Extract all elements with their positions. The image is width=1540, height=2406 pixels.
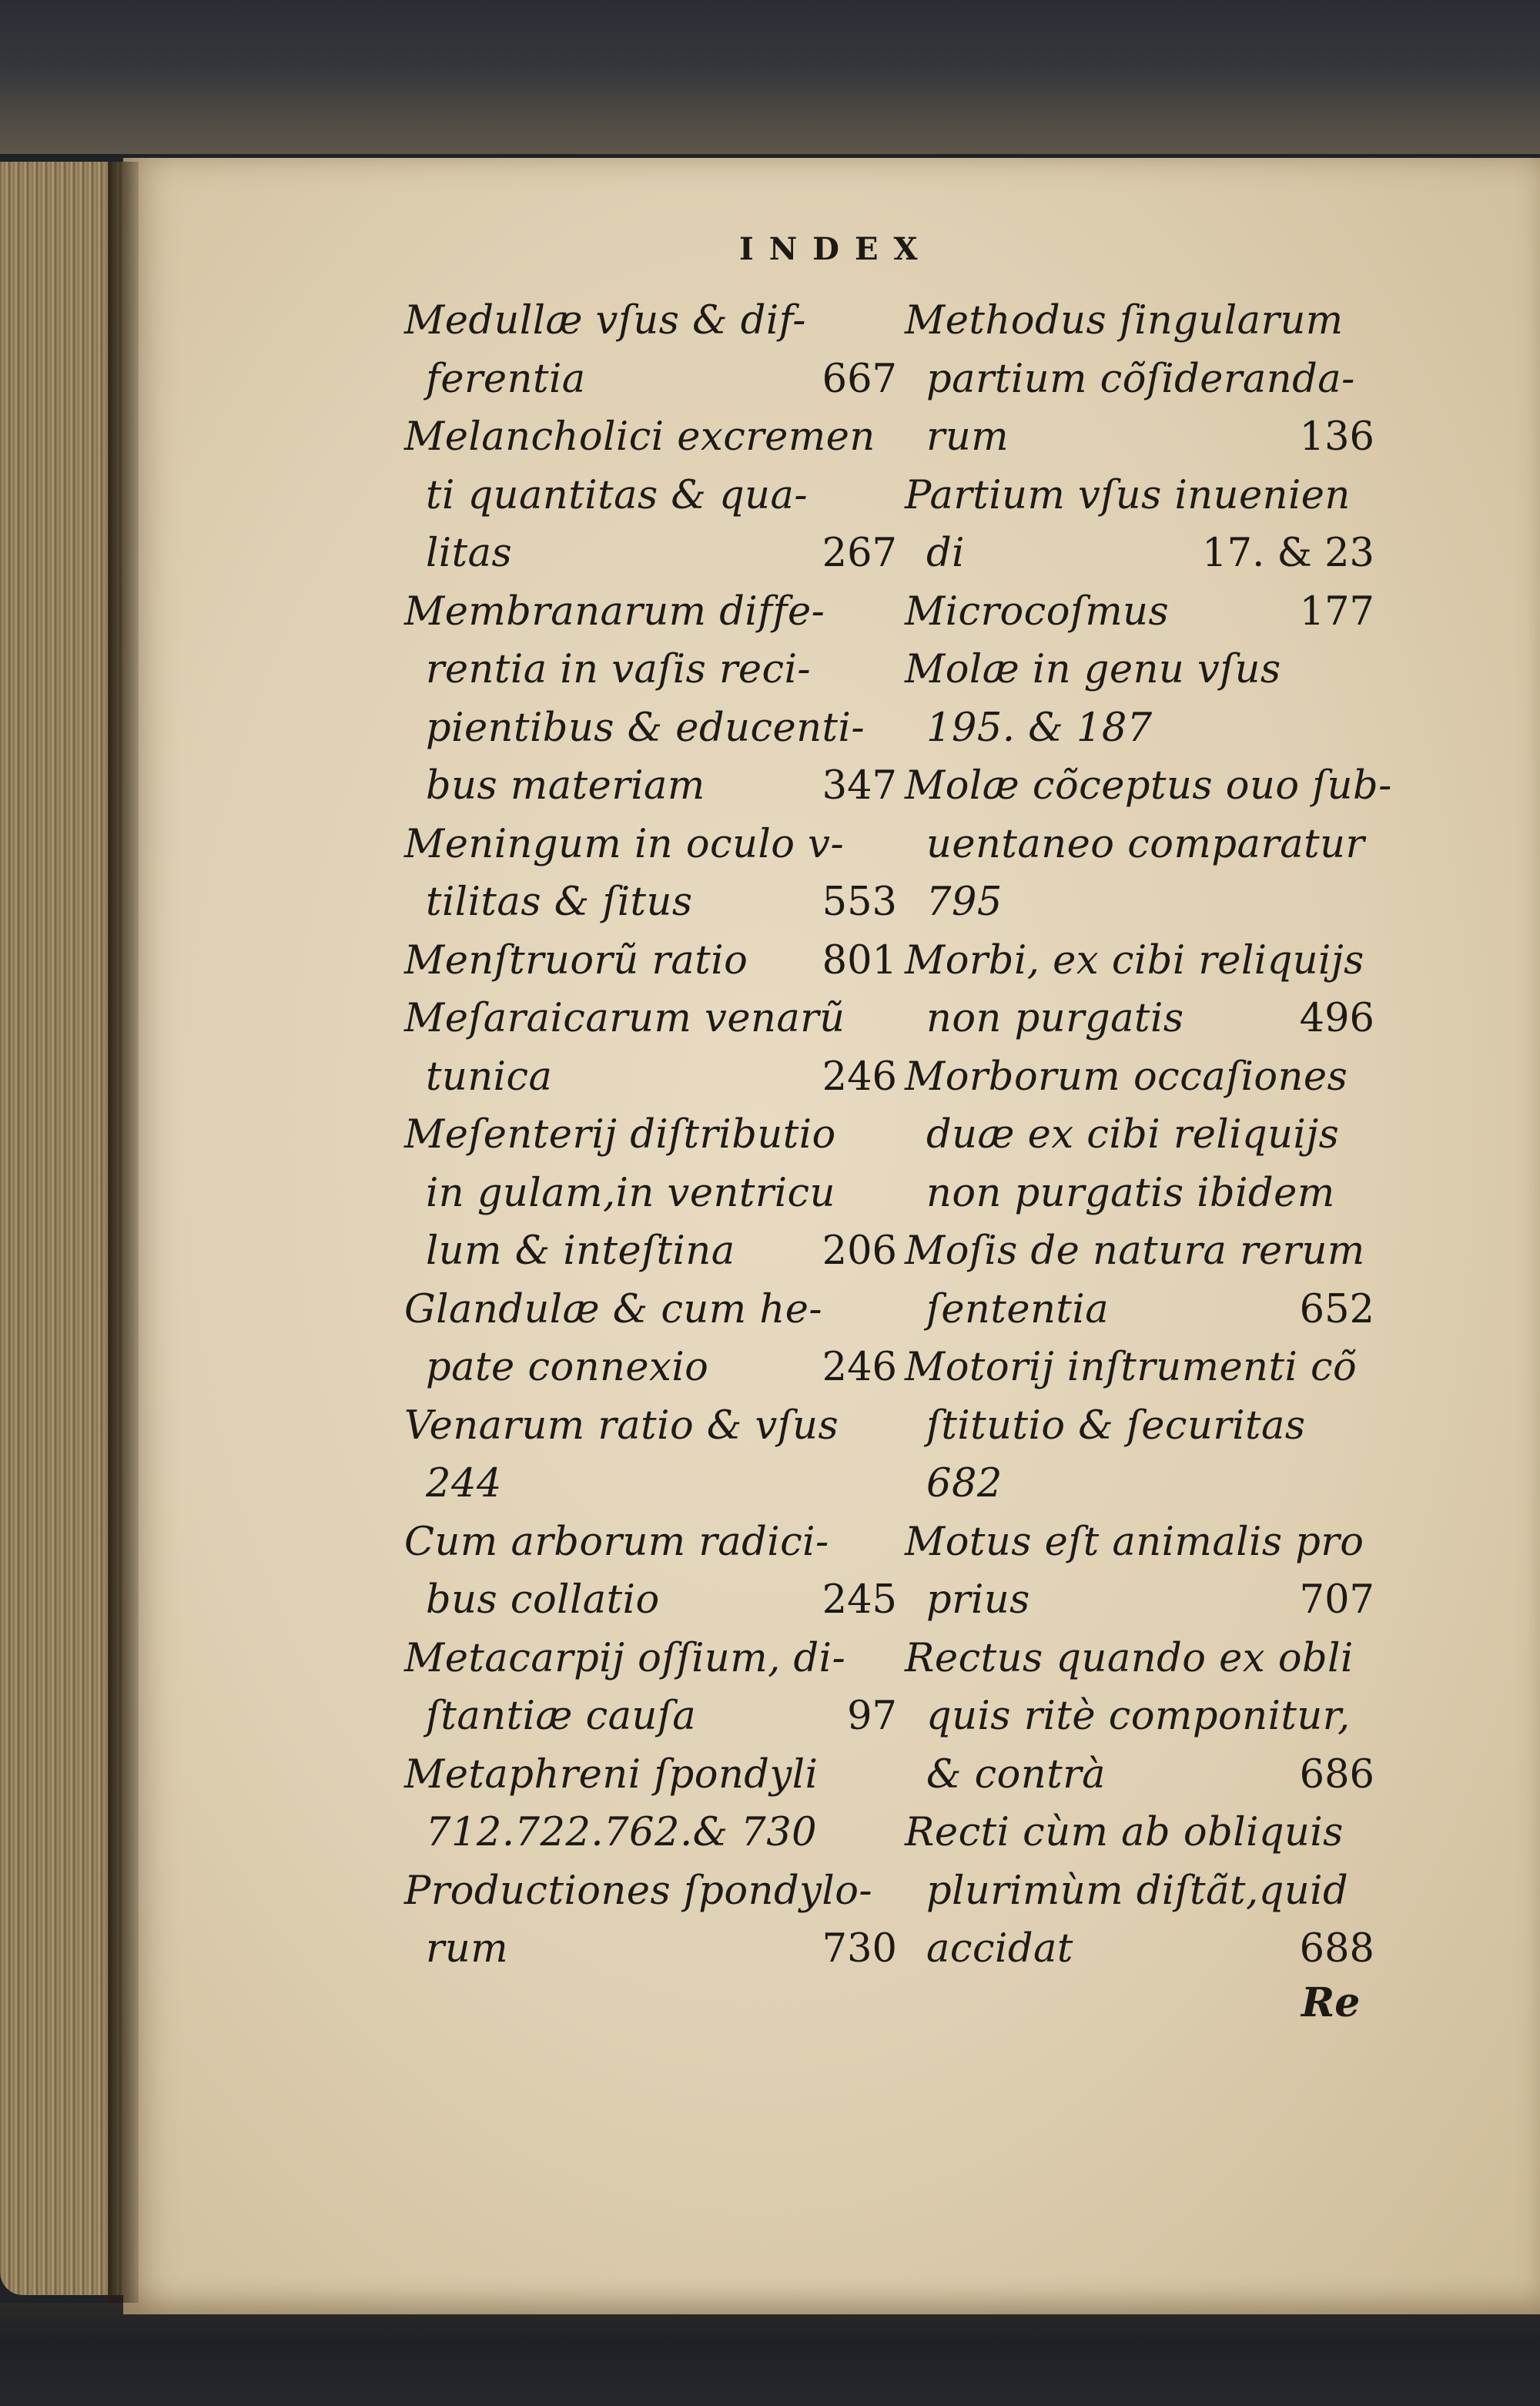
- index-column-left: [404, 297, 897, 1983]
- index-line: [404, 1692, 897, 1751]
- running-header: INDEX: [739, 231, 933, 267]
- background-cloth-bottom: [0, 2303, 1540, 2406]
- index-entry-text: accidat: [926, 1926, 1073, 1972]
- index-entry-text: non purgatis ibidem: [926, 1170, 1335, 1216]
- index-line: [404, 1634, 897, 1693]
- index-entry-text: Menſtruorũ ratio: [404, 937, 748, 984]
- index-line: [905, 1285, 1374, 1344]
- index-entry-text: pientibus & educenti-: [426, 705, 865, 751]
- index-entry-text: 712.722.762.& 730: [426, 1810, 818, 1855]
- index-line: [404, 878, 897, 937]
- index-line: [404, 1285, 897, 1344]
- index-line: [404, 994, 897, 1053]
- index-line: [905, 1634, 1374, 1693]
- index-line: [905, 413, 1374, 471]
- index-entry-text: rentia in vaſis reci-: [426, 647, 812, 692]
- index-entry-text: Rectus quando ex obli: [905, 1635, 1354, 1681]
- index-entry-text: Melancholici excremen: [404, 414, 875, 460]
- index-page-number: 206: [822, 1228, 897, 1274]
- index-line: [905, 1227, 1374, 1285]
- index-line: [404, 297, 897, 355]
- index-line: [905, 297, 1374, 355]
- index-entry-text: 195. & 187: [926, 705, 1153, 751]
- index-entry-text: rum: [426, 1926, 509, 1972]
- index-line: [404, 1518, 897, 1577]
- index-entry-text: lum & inteſtina: [426, 1228, 735, 1274]
- index-line: [905, 937, 1374, 995]
- index-entry-text: ſtitutio & ſecuritas: [926, 1402, 1306, 1449]
- index-entry-text: ferentia: [426, 356, 586, 402]
- index-page-number: 245: [822, 1577, 897, 1623]
- index-line: [404, 1053, 897, 1111]
- index-entry-text: Meſenterij diſtributio: [404, 1112, 836, 1158]
- index-entry-text: 682: [926, 1461, 1003, 1506]
- index-entry-text: Medullæ vſus & dif-: [404, 298, 806, 343]
- index-line: [404, 1808, 897, 1867]
- index-line: [905, 645, 1374, 704]
- index-entry-text: tilitas & ſitus: [426, 880, 693, 925]
- index-entry-text: Recti cùm ab obliquis: [905, 1810, 1344, 1855]
- index-entry-text: non purgatis: [926, 996, 1184, 1041]
- index-line: [905, 529, 1374, 588]
- index-page-number: 667: [822, 356, 897, 402]
- index-line: [404, 645, 897, 704]
- index-line: [404, 529, 897, 588]
- index-line: [404, 355, 897, 414]
- index-entry-text: 244: [426, 1461, 502, 1506]
- index-line: [905, 471, 1374, 530]
- index-page-number: 136: [1299, 414, 1374, 460]
- index-page-number: 688: [1299, 1926, 1374, 1972]
- index-line: [905, 1808, 1374, 1867]
- index-entry-text: prius: [926, 1577, 1030, 1623]
- index-entry-text: 795: [926, 880, 1003, 925]
- index-page-number: 707: [1299, 1577, 1374, 1623]
- background-cloth-top: [0, 0, 1540, 154]
- index-entry-text: uentaneo comparatur: [926, 821, 1365, 867]
- index-entry-text: ſententia: [926, 1286, 1110, 1332]
- index-line: [404, 471, 897, 530]
- index-page-number: 730: [822, 1926, 897, 1972]
- index-entry-text: litas: [426, 531, 513, 576]
- catchword: Re: [1301, 1979, 1361, 2026]
- index-page-number: 17. & 23: [1202, 531, 1374, 576]
- index-page-number: 553: [822, 880, 897, 925]
- index-entry-text: Meningum in oculo v-: [404, 821, 845, 867]
- index-line: [905, 994, 1374, 1053]
- index-line: [905, 1169, 1374, 1228]
- index-line: [905, 1343, 1374, 1402]
- index-page-number: 686: [1299, 1751, 1374, 1798]
- index-line: [404, 1111, 897, 1169]
- index-entry-text: Microcoſmus: [905, 588, 1170, 635]
- index-entry-text: rum: [926, 414, 1009, 460]
- index-entry-text: bus materiam: [426, 763, 705, 809]
- index-page-number: 177: [1299, 588, 1374, 635]
- index-entry-text: Molæ in genu vſus: [905, 647, 1281, 692]
- index-entry-text: Cum arborum radici-: [404, 1519, 829, 1565]
- index-entry-text: Meſaraicarum venarũ: [404, 996, 845, 1041]
- index-line: [905, 1518, 1374, 1577]
- index-entry-text: Moſis de natura rerum: [905, 1228, 1365, 1274]
- index-entry-text: Partium vſus inuenien: [905, 472, 1351, 518]
- index-entry-text: quis ritè componitur,: [926, 1694, 1351, 1739]
- index-line: [905, 1692, 1374, 1751]
- index-entry-text: partium cõſideranda-: [926, 356, 1355, 402]
- index-line: [404, 1169, 897, 1228]
- index-line: [905, 878, 1374, 937]
- index-entry-text: Metaphreni ſpondyli: [404, 1751, 819, 1798]
- index-entry-text: in gulam,in ventricu: [426, 1170, 835, 1216]
- index-page-number: 246: [822, 1054, 897, 1100]
- index-entry-text: Venarum ratio & vſus: [404, 1402, 839, 1449]
- index-line: [404, 1402, 897, 1460]
- index-line: [905, 1867, 1374, 1925]
- index-entry-text: Motorij inſtrumenti cõ: [905, 1345, 1358, 1390]
- index-line: [905, 1111, 1374, 1169]
- index-entry-text: pate connexio: [426, 1345, 709, 1390]
- index-page-number: 347: [822, 763, 897, 809]
- page-gutter-shadow: [108, 162, 139, 2303]
- index-entry-text: Glandulæ & cum he-: [404, 1286, 823, 1332]
- index-entry-text: Membranarum diffe-: [404, 588, 825, 635]
- index-line: [404, 1867, 897, 1925]
- index-line: [404, 1576, 897, 1634]
- index-line: [404, 413, 897, 471]
- index-entry-text: duæ ex cibi reliquijs: [926, 1112, 1340, 1158]
- index-entry-text: Morborum occaſiones: [905, 1054, 1348, 1100]
- index-page-number: 246: [822, 1345, 897, 1390]
- index-page-number: 267: [822, 531, 897, 576]
- index-page-number: 496: [1299, 996, 1374, 1041]
- index-entry-text: Metacarpij oſſium, di-: [404, 1635, 846, 1681]
- index-line: [905, 1751, 1374, 1809]
- index-line: [404, 588, 897, 646]
- index-line: [404, 762, 897, 820]
- index-line: [905, 588, 1374, 646]
- index-entry-text: Morbi, ex cibi reliquijs: [905, 937, 1364, 984]
- index-column-right: [905, 297, 1392, 1983]
- index-line: [905, 820, 1374, 879]
- index-entry-text: tunica: [426, 1054, 553, 1100]
- index-line: [905, 1576, 1374, 1634]
- index-entry-text: Motus eſt animalis pro: [905, 1519, 1364, 1565]
- index-line: [404, 1227, 897, 1285]
- index-page-number: 97: [847, 1694, 897, 1739]
- index-line: [404, 937, 897, 995]
- index-line: [905, 1402, 1374, 1460]
- index-entry-text: Molæ cõceptus ouo ſub-: [905, 763, 1392, 809]
- index-line: [404, 820, 897, 879]
- index-entry-text: di: [926, 531, 965, 576]
- index-line: [905, 762, 1392, 820]
- index-line: [905, 355, 1374, 414]
- index-entry-text: Productiones ſpondylo-: [404, 1868, 873, 1914]
- index-entry-text: ti quantitas & qua-: [426, 472, 808, 518]
- index-entry-text: & contrà: [926, 1751, 1106, 1798]
- index-line: [404, 1459, 897, 1518]
- index-entry-text: ſtantiæ cauſa: [426, 1694, 697, 1739]
- index-line: [905, 1053, 1374, 1111]
- index-line: [905, 1925, 1374, 1983]
- index-line: [905, 704, 1374, 762]
- index-entry-text: bus collatio: [426, 1577, 660, 1623]
- index-entry-text: plurimùm diſtãt,quid: [926, 1868, 1349, 1914]
- index-page-number: 801: [822, 937, 897, 984]
- index-line: [404, 704, 897, 762]
- index-line: [404, 1751, 897, 1809]
- index-entry-text: Methodus ſingularum: [905, 298, 1344, 343]
- index-line: [905, 1459, 1374, 1518]
- index-page-number: 652: [1299, 1286, 1374, 1332]
- index-line: [404, 1343, 897, 1402]
- index-line: [404, 1925, 897, 1983]
